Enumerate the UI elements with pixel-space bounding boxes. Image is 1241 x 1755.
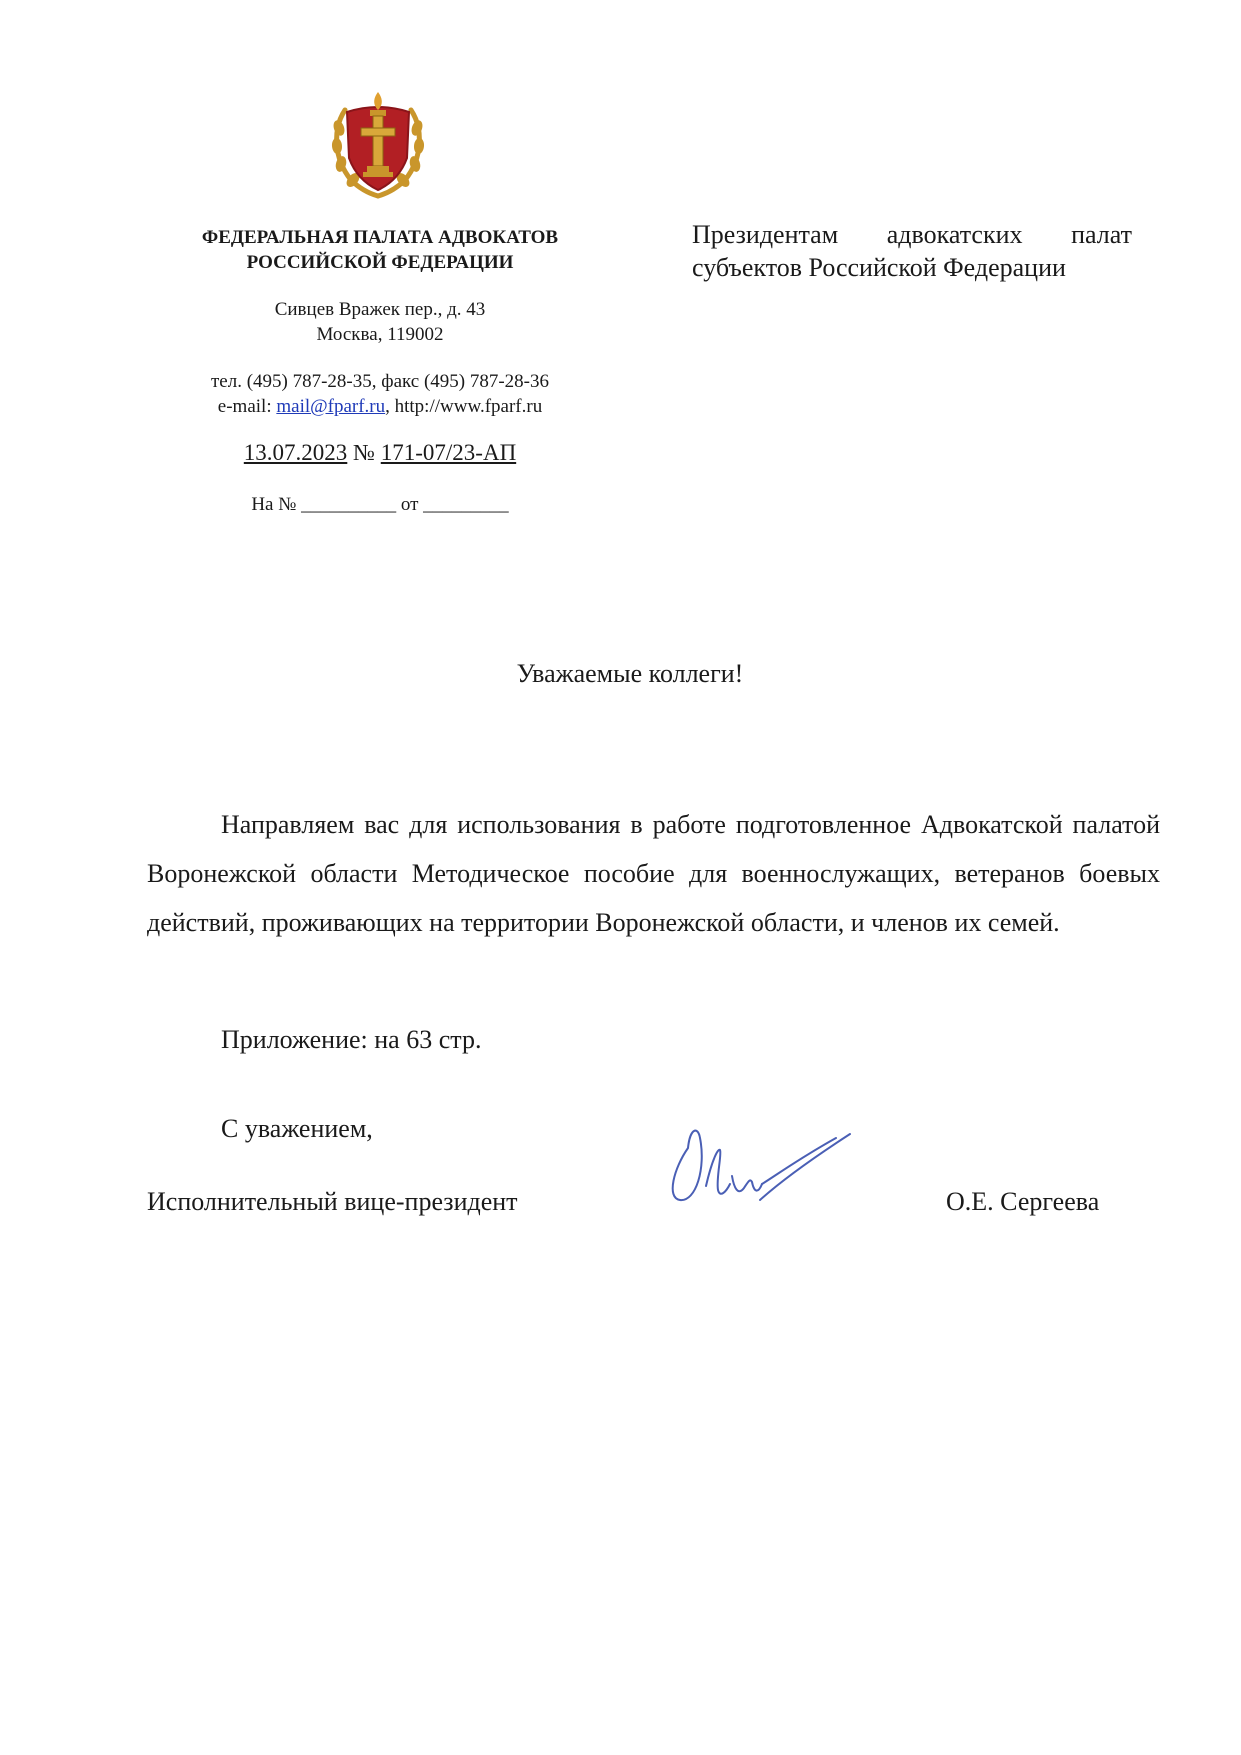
addressee-line1: Президентам адвокатских палат: [692, 220, 1132, 249]
address-city: Москва, 119002: [316, 324, 444, 345]
organization-name-line1: ФЕДЕРАЛЬНАЯ ПАЛАТА АДВОКАТОВ: [201, 227, 559, 248]
letter-body: [147, 800, 1160, 947]
appendix-note: Приложение: на 63 стр.: [221, 1025, 482, 1054]
handwritten-signature: [660, 1108, 860, 1218]
address-street: Сивцев Вражек пер., д. 43: [274, 299, 486, 320]
salutation: Уважаемые коллеги!: [516, 659, 744, 688]
organization-contacts: [130, 369, 630, 419]
email-link[interactable]: mail@fparf.ru: [276, 396, 386, 417]
addressee-line2: субъектов Российской Федерации: [692, 253, 1066, 282]
letter-date: 13.07.2023: [243, 440, 348, 465]
website-text: , http://www.fparf.ru: [385, 396, 543, 417]
registration-line: [130, 438, 630, 468]
body-paragraph: Направляем вас для использования в работе подготовленное Адвокатской палатой Воронежской области Методическое пособие для военнослужащих, ветеранов боевых действий, проживающих на территории Воронежской области, и членов их семей.: [147, 810, 1160, 937]
emblem-icon: [327, 88, 429, 202]
signer-name: О.Е. Сергеева: [946, 1187, 1100, 1216]
registration-number: 171-07/23-АП: [380, 440, 517, 465]
email-website-line: [130, 394, 630, 419]
number-sign: №: [347, 440, 381, 465]
email-label: e-mail:: [217, 396, 277, 417]
organization-name-line2: РОССИЙСКОЙ ФЕДЕРАЦИИ: [246, 252, 514, 273]
closing: С уважением,: [221, 1114, 373, 1143]
phone-fax: тел. (495) 787-28-35, факс (495) 787-28-36: [210, 371, 550, 392]
signer-position: Исполнительный вице-президент: [147, 1187, 518, 1216]
organization-address: [130, 297, 630, 347]
reply-reference: На № __________ от _________: [251, 494, 509, 515]
addressee: [692, 218, 1132, 284]
organization-name: [130, 225, 630, 275]
